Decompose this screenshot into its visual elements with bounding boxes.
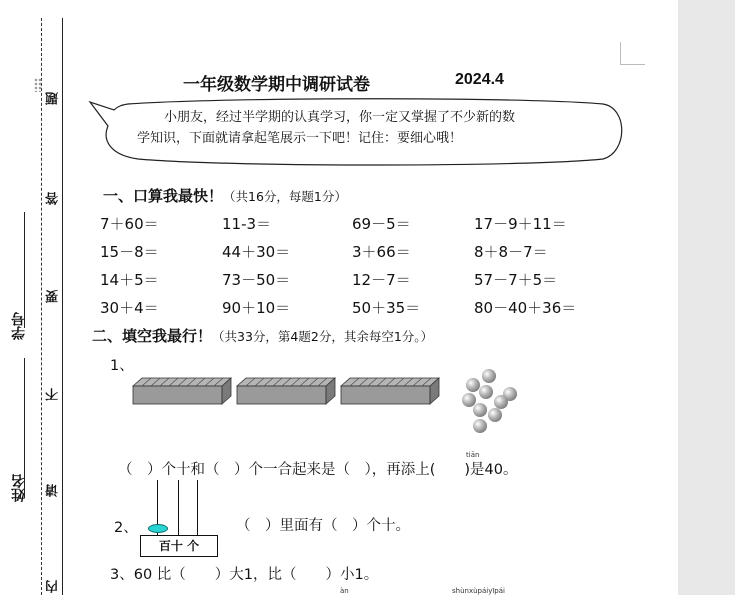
pinyin-tian: tiān xyxy=(466,451,480,459)
pinyin-tail: shùnxùpáiyīpái xyxy=(452,587,505,595)
name-line xyxy=(24,358,25,498)
calc-r3-c2: 73－50＝ xyxy=(222,271,291,289)
abacus-rod-ones xyxy=(197,480,198,536)
exam-date: 2024.4 xyxy=(455,71,504,88)
drag-handle-icon[interactable] xyxy=(34,78,42,92)
calc-r1-c4: 17－9＋11＝ xyxy=(474,215,567,233)
section1-note: （共16分，每题1分） xyxy=(223,189,347,204)
margin-char-2: 答 xyxy=(46,192,61,205)
calc-r3-c4: 57－7＋5＝ xyxy=(474,271,558,289)
section2-heading-row xyxy=(92,325,433,346)
calc-r3-c1: 14＋5＝ xyxy=(100,271,159,289)
margin-char-3: 要 xyxy=(46,290,61,303)
unit-ball xyxy=(482,369,496,383)
margin-char-1: 题 xyxy=(46,92,61,105)
margin-char-5: 请 xyxy=(46,484,61,497)
calc-r1-c1: 7＋60＝ xyxy=(100,215,159,233)
calc-r4-c1: 30＋4＝ xyxy=(100,299,159,317)
name-label: 姓名 xyxy=(11,474,27,502)
calc-r4-c2: 90＋10＝ xyxy=(222,299,291,317)
calc-r2-c3: 3＋66＝ xyxy=(352,243,411,261)
calc-r3-c3: 12－7＝ xyxy=(352,271,411,289)
calc-r2-c2: 44＋30＝ xyxy=(222,243,291,261)
calc-r4-c4: 80－40＋36＝ xyxy=(474,299,577,317)
q1-text: （ ）个十和（ ）个一合起来是（ ），再添上( )是40。 xyxy=(118,462,518,478)
calc-r2-c1: 15－8＝ xyxy=(100,243,159,261)
section2-heading: 二、填空我最行！ xyxy=(92,327,213,345)
unit-ball xyxy=(479,385,493,399)
margin-char-4: 不 xyxy=(46,388,61,401)
right-gutter xyxy=(678,0,735,595)
unit-ball xyxy=(488,408,502,422)
abacus-bead xyxy=(148,524,168,533)
exam-title: 一年级数学期中调研试卷 xyxy=(183,75,370,95)
pinyin-an: àn xyxy=(340,587,349,595)
unit-ball xyxy=(473,403,487,417)
q2-number: 2、 xyxy=(114,520,138,536)
calc-r2-c4: 8＋8－7＝ xyxy=(474,243,548,261)
unit-ball xyxy=(473,419,487,433)
ten-block-3 xyxy=(340,376,440,406)
ten-block-2 xyxy=(236,376,336,406)
intro-line-2: 学知识，下面就请拿起笔展示一下吧！记住：要细心哦！ xyxy=(137,131,463,146)
calc-r1-c3: 69－5＝ xyxy=(352,215,411,233)
q1-number: 1、 xyxy=(110,358,134,374)
student-id-label: 学号 xyxy=(11,312,27,340)
q2-text: （ ）里面有（ ）个十。 xyxy=(236,518,410,534)
ten-block-1 xyxy=(132,376,232,406)
page-corner-mark xyxy=(620,42,645,65)
unit-ball xyxy=(466,378,480,392)
binding-dashed-line xyxy=(41,18,42,595)
margin-char-6: 内 xyxy=(46,580,61,593)
abacus-place-label: 百十 个 xyxy=(140,535,218,557)
calc-r4-c3: 50＋35＝ xyxy=(352,299,421,317)
calc-r1-c2: 11-3＝ xyxy=(222,215,272,233)
q3-text: 3、60 比（ ）大1，比（ ）小1。 xyxy=(110,567,379,583)
unit-ball xyxy=(494,395,508,409)
abacus-rod-tens xyxy=(178,480,179,536)
section2-note: （共33分，第4题2分，其余每空1分。） xyxy=(212,329,434,344)
section1-heading: 一、口算我最快！ xyxy=(103,187,224,205)
section1-heading-row xyxy=(103,185,347,206)
student-id-line xyxy=(24,212,25,328)
intro-line-1: 小朋友，经过半学期的认真学习，你一定又掌握了不少新的数 xyxy=(164,110,516,125)
